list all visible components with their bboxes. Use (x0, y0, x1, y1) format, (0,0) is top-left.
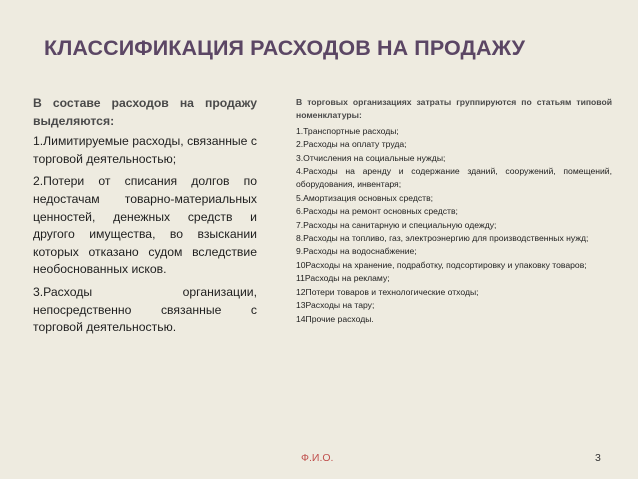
list-item: 12Потери товаров и технологические отходы; (296, 286, 479, 297)
list-item: 4.Расходы на аренду и содержание зданий, сооружений, помещений, оборудования, инвентаря; (296, 166, 612, 190)
list-item: 14Прочие расходы. (296, 313, 374, 324)
left-intro: В составе расходов на продажу выделяются: (33, 96, 257, 128)
list-item: 3.Отчисления на социальные нужды; (296, 152, 446, 163)
right-intro: В торговых организациях затраты группируются по статьям типовой номенклатуры: (296, 97, 612, 121)
list-item: 8.Расходы на топливо, газ, электроэнергию для производственных нужд; (296, 233, 589, 244)
list-item: 6.Расходы на ремонт основных средств; (296, 206, 458, 217)
left-item-2: 2.Потери от списания долгов по недостачам товарно-материальных ценностей, денежных средств и другого имущества, во взыскании которых отказано судом вследствие необоснованных исков. (33, 174, 257, 277)
list-item: 7.Расходы на санитарную и специальную одежду; (296, 219, 497, 230)
left-column (33, 95, 257, 342)
expense-list (296, 125, 612, 326)
list-item: 11Расходы на рекламу; (296, 273, 390, 284)
list-item: 13Расходы на тару; (296, 300, 375, 311)
list-item: 9.Расходы на водоснабжение; (296, 246, 417, 257)
list-item: 1.Транспортные расходы; (296, 125, 399, 136)
footer-author: Ф.И.О. (301, 452, 334, 464)
list-item: 10Расходы на хранение, подработку, подсортировку и упаковку товаров; (296, 259, 587, 270)
slide-title: КЛАССИФИКАЦИЯ РАСХОДОВ НА ПРОДАЖУ (44, 36, 526, 60)
page-number: 3 (595, 452, 601, 464)
left-item-1: 1.Лимитируемые расходы, связанные с торговой деятельностью; (33, 134, 257, 166)
list-item: 2.Расходы на оплату труда; (296, 139, 407, 150)
left-item-3: 3.Расходы организации, непосредственно связанные с торговой деятельностью. (33, 284, 257, 335)
list-item: 5.Амортизация основных средств; (296, 192, 434, 203)
right-column (296, 96, 612, 326)
